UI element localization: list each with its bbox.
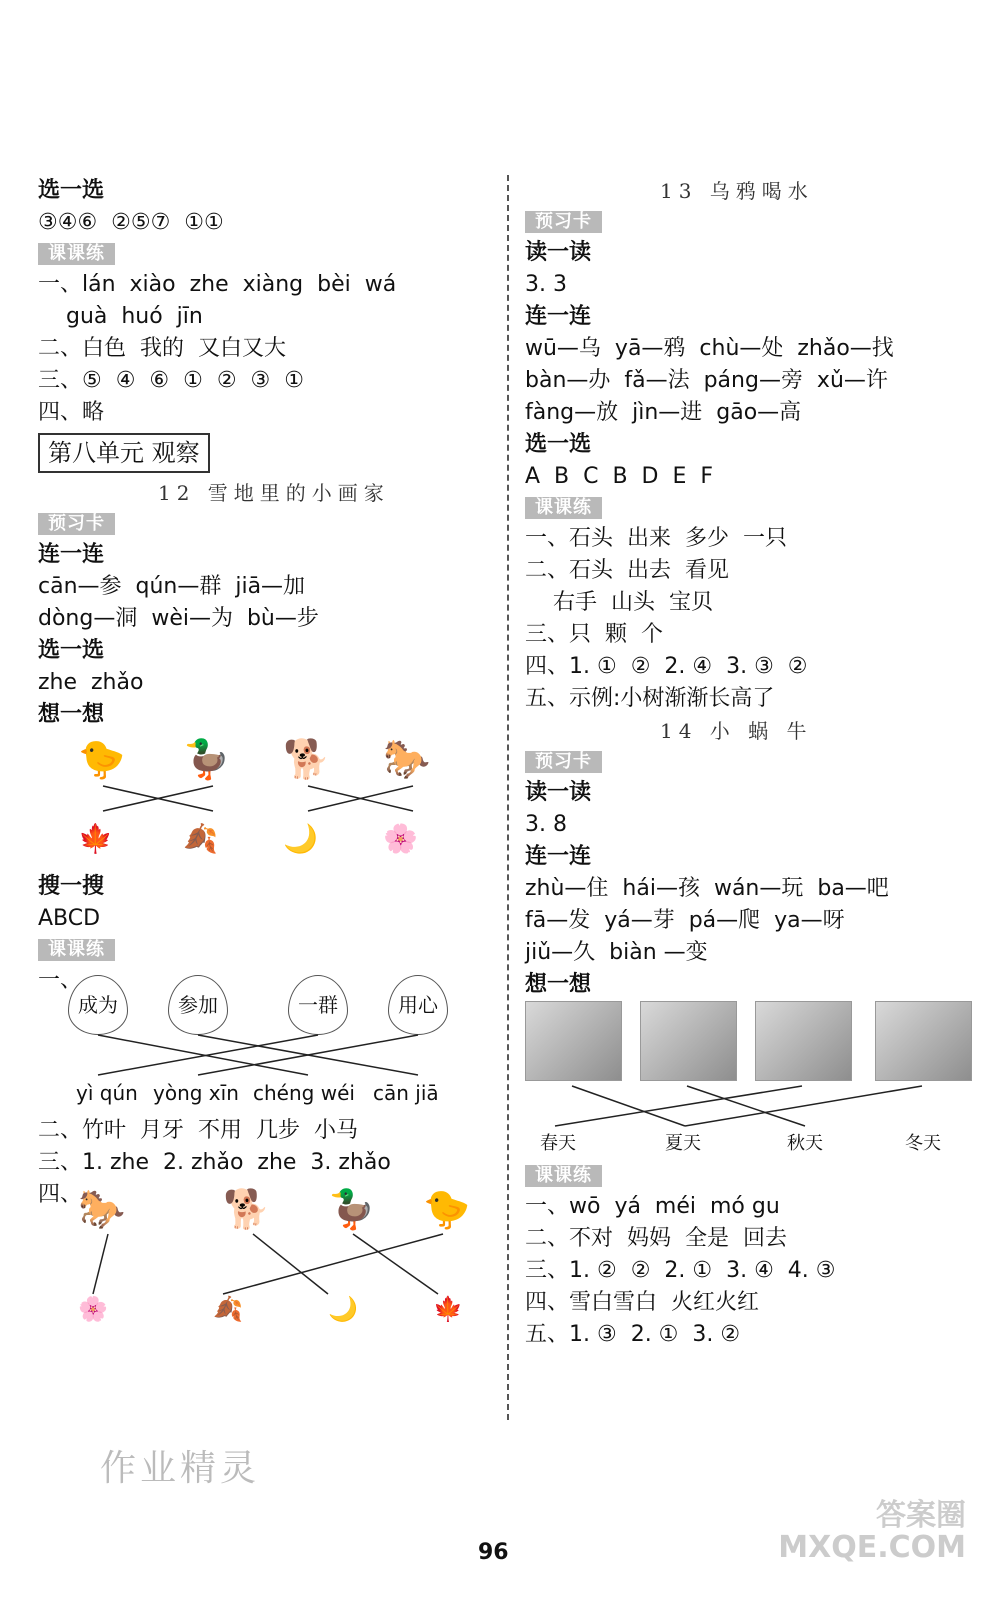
word-drop: 一群 [288, 975, 348, 1035]
plum-footprint-icon: 🌸 [383, 822, 418, 855]
answer-line: cān—参 qún—群 jiā—加 [38, 574, 306, 599]
column-divider [507, 175, 509, 1420]
dog-icon: 🐕 [223, 1187, 271, 1231]
answer-line: jiǔ—久 biàn —变 [525, 940, 708, 965]
chick-icon: 🐤 [423, 1187, 471, 1231]
word-pinyin-matching [38, 965, 488, 1115]
moon-footprint-icon: 🌙 [283, 822, 318, 855]
answer-line: 一、lán xiào zhe xiàng bèi wá [38, 272, 397, 297]
answer-line: ABCD [38, 906, 101, 931]
animal-footprint-matching [38, 731, 488, 871]
footer-watermark: 作业精灵 [100, 1448, 261, 1489]
right-column [525, 175, 965, 1351]
lesson-title: 14 小 蜗 牛 [660, 719, 813, 743]
answer-line: 四、雪白雪白 火红火红 [525, 1290, 759, 1315]
answer-line: fàng—放 jìn—进 gāo—高 [525, 400, 802, 425]
answer-line: 三、⑤ ④ ⑥ ① ② ③ ① [38, 368, 304, 393]
section-heading: 连一连 [38, 542, 105, 567]
answer-line: zhù—住 hái—孩 wán—玩 ba—吧 [525, 876, 889, 901]
site-watermark-url: MXQE.COM [778, 1530, 966, 1565]
answer-line: A B C B D E F [525, 464, 714, 489]
pinyin-label: cān jiā [373, 1081, 439, 1105]
answer-line: fā—发 yá—芽 pá—爬 ya—呀 [525, 908, 845, 933]
exercise-tag: 课课练 [525, 1165, 602, 1187]
answer-line: 二、不对 妈妈 全是 回去 [525, 1226, 787, 1251]
preview-tag: 预习卡 [38, 513, 115, 535]
preview-tag: 预习卡 [525, 751, 602, 773]
maple-footprint-icon: 🍂 [213, 1295, 243, 1323]
moon-footprint-icon: 🌙 [328, 1295, 358, 1323]
matching-lines [525, 1001, 965, 1161]
pinyin-label: yì qún [76, 1081, 138, 1105]
answer-line: 三、1. zhe 2. zhǎo zhe 3. zhǎo [38, 1150, 391, 1175]
exercise-tag: 课课练 [525, 497, 602, 519]
unit-title: 第八单元 观察 [38, 433, 210, 473]
season-label: 秋天 [787, 1133, 823, 1154]
answer-line: 五、1. ③ 2. ① 3. ② [525, 1322, 741, 1347]
site-watermark-name: 答案圈 [876, 1498, 966, 1533]
maple-footprint-icon: 🍂 [183, 822, 218, 855]
animal-footprint-matching-2 [38, 1179, 488, 1329]
section-heading: 连一连 [525, 844, 592, 869]
chick-icon: 🐤 [78, 737, 126, 781]
word-drop: 用心 [388, 975, 448, 1035]
answer-line: ③④⑥ ②⑤⑦ ①① [38, 210, 224, 235]
lesson-title: 13 乌鸦喝水 [660, 179, 814, 203]
answer-line: 三、1. ② ② 2. ① 3. ④ 4. ③ [525, 1258, 836, 1283]
answer-line: 五、示例:小树渐渐长高了 [525, 686, 775, 711]
answer-line: 一、wō yá méi mó gu [525, 1194, 780, 1219]
section-heading: 选一选 [525, 432, 592, 457]
season-label: 夏天 [665, 1133, 701, 1154]
answer-line: 二、竹叶 月牙 不用 几步 小马 [38, 1118, 358, 1143]
season-matching [525, 1001, 965, 1161]
season-label: 春天 [540, 1133, 576, 1154]
question-number: 一、 [38, 968, 83, 993]
answer-line: 四、1. ① ② 2. ④ 3. ③ ② [525, 654, 808, 679]
answer-line: 一、石头 出来 多少 一只 [525, 526, 787, 551]
section-heading: 选一选 [38, 638, 105, 663]
answer-line: 二、白色 我的 又白又大 [38, 336, 286, 361]
preview-tag: 预习卡 [525, 211, 602, 233]
pinyin-label: chéng wéi [253, 1081, 355, 1105]
answer-line: bàn—办 fǎ—法 páng—旁 xǔ—许 [525, 368, 888, 393]
answer-line: dòng—洞 wèi—为 bù—步 [38, 606, 319, 631]
word-drop: 成为 [68, 975, 128, 1035]
pinyin-label: yòng xīn [153, 1081, 239, 1105]
left-column [38, 175, 488, 1329]
site-watermark [778, 1500, 966, 1564]
answer-line: 3. 8 [525, 812, 567, 837]
lesson-title: 12 雪地里的小画家 [158, 481, 390, 505]
question-number: 四、 [38, 1182, 83, 1207]
answer-line: 右手 山头 宝贝 [525, 590, 713, 615]
section-heading: 选一选 [38, 178, 105, 203]
word-drop: 参加 [168, 975, 228, 1035]
duck-icon: 🦆 [183, 737, 231, 781]
leaf-footprint-icon: 🍁 [433, 1295, 463, 1323]
page-number: 96 [478, 1540, 509, 1565]
answer-line: 四、略 [38, 400, 105, 425]
section-heading: 想一想 [525, 972, 592, 997]
exercise-tag: 课课练 [38, 939, 115, 961]
horse-icon: 🐎 [383, 737, 431, 781]
section-heading: 连一连 [525, 304, 592, 329]
dog-icon: 🐕 [283, 737, 331, 781]
section-heading: 搜一搜 [38, 874, 105, 899]
answer-line: zhe zhǎo [38, 670, 144, 695]
answer-line: wū—乌 yā—鸦 chù—处 zhǎo—找 [525, 336, 894, 361]
section-heading: 读一读 [525, 780, 592, 805]
answer-line: 二、石头 出去 看见 [525, 558, 729, 583]
section-heading: 想一想 [38, 702, 105, 727]
plum-footprint-icon: 🌸 [78, 1295, 108, 1323]
answer-line: guà huó jīn [38, 304, 203, 329]
section-heading: 读一读 [525, 240, 592, 265]
answer-line: 三、只 颗 个 [525, 622, 663, 647]
exercise-tag: 课课练 [38, 243, 115, 265]
answer-line: 3. 3 [525, 272, 567, 297]
duck-icon: 🦆 [328, 1187, 376, 1231]
season-label: 冬天 [905, 1133, 941, 1154]
horse-icon: 🐎 [78, 1187, 126, 1231]
leaf-footprint-icon: 🍁 [78, 822, 113, 855]
